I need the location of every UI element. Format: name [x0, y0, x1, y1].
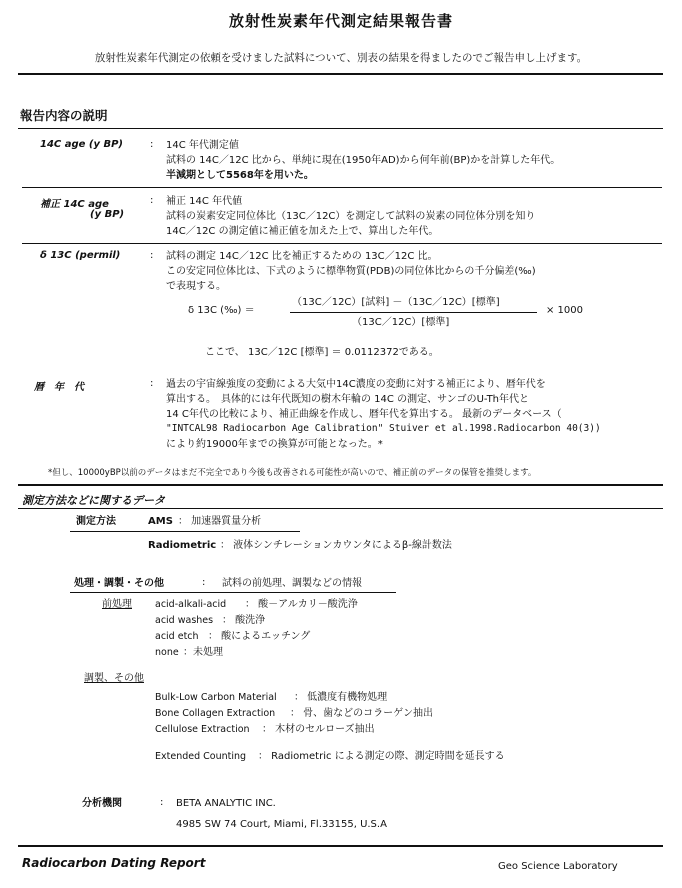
term-corrected-age: 補正 14C age	[40, 199, 109, 210]
footnote: *但し、10000yBP以前のデータはまだ不完全であり今後も改善される可能性が高いので、補正前のデータの保管を推奨します。	[48, 468, 537, 478]
intro-text: 放射性炭素年代測定の依頼を受けました試料について、別表の結果を得ましたのでご報告申し上げます。	[94, 52, 588, 64]
divider	[22, 187, 662, 188]
lab-name: BETA ANALYTIC INC.	[176, 798, 276, 809]
divider	[22, 243, 662, 244]
pretreatment-name: acid-alkali-acid	[155, 599, 227, 610]
section-rule	[18, 484, 663, 486]
section-heading-methods: 測定方法などに関するデータ	[22, 494, 165, 507]
preparation-desc: ： 骨、歯などのコラーゲン抽出	[290, 708, 433, 719]
calendar-age-line: 算出する。 具体的には年代既知の樹木年輪の 14C の測定、サンゴのU-Th年代と	[166, 394, 530, 405]
ams-label: AMS	[148, 516, 173, 527]
c14-age-line: 半減期として5568年を用いた。	[166, 170, 314, 181]
delta13c-line: この安定同位体比は、下式のように標準物質(PDB)の同位体比からの千分偏差(‰)	[166, 266, 536, 277]
calendar-age-line: "INTCAL98 Radiocarbon Age Calibration" Stuiver et al.1998.Radiocarbon 40(3))	[166, 423, 601, 434]
preparation-label: 調製、その他	[84, 673, 144, 684]
preparation-desc: ： 木材のセルローズ抽出	[262, 724, 375, 735]
method-label: 測定方法	[76, 516, 116, 527]
pretreatment-label: 前処理	[102, 599, 132, 610]
pretreatment-desc: ： 酸洗浄	[222, 615, 266, 626]
pretreatment-name: none	[155, 647, 179, 658]
corrected-age-line: 14C／12C の測定値に補正値を加えた上で、算出した年代。	[166, 226, 439, 237]
corrected-age-line: 試料の炭素安定同位体比（13C／12C）を測定して試料の炭素の同位体分別を知り	[166, 211, 536, 222]
treatment-colon: :	[202, 577, 206, 588]
treatment-desc: 試料の前処理、調製などの情報	[222, 578, 362, 589]
standard-note: ここで、 13C／12C [標準] ＝ 0.0112372である。	[205, 347, 439, 358]
lab-label: 分析機関	[82, 798, 122, 809]
section-rule	[18, 508, 663, 509]
pretreatment-desc: ： 酸によるエッチング	[208, 631, 311, 642]
formula-lhs: δ 13C (‰) ＝	[188, 305, 255, 316]
term-colon: :	[150, 378, 154, 389]
lab-colon: :	[160, 797, 164, 808]
report-title: 放射性炭素年代測定結果報告書	[228, 12, 453, 30]
pretreatment-name: acid etch	[155, 631, 199, 642]
term-14c-age: 14C age (y BP)	[40, 139, 123, 150]
preparation-name: Cellulose Extraction	[155, 724, 250, 735]
extended-counting-desc: ： Radiometric による測定の際、測定時間を延長する	[258, 751, 505, 762]
corrected-age-line: 補正 14C 年代値	[166, 196, 243, 207]
footer-org: Geo Science Laboratory	[498, 861, 618, 872]
pretreatment-desc: ： 酸－アルカリ－酸洗浄	[245, 599, 358, 610]
delta13c-line: で表現する。	[166, 281, 226, 292]
term-colon: :	[150, 139, 154, 150]
radiometric-desc: ： 液体シンチレーションカウンタによるβ-線計数法	[220, 540, 452, 551]
fraction-bar	[290, 312, 537, 313]
term-calendar-age: 暦 年 代	[34, 382, 84, 393]
formula-multiplier: × 1000	[546, 305, 584, 316]
lab-address: 4985 SW 74 Court, Miami, Fl.33155, U.S.A	[176, 819, 387, 830]
term-colon: :	[150, 250, 154, 261]
footer-rule	[18, 845, 663, 847]
term-delta13c: δ 13C (permil)	[40, 250, 121, 261]
formula-denominator: （13C／12C）[標準]	[352, 317, 450, 328]
formula-numerator: （13C／12C）[試料] －（13C／12C）[標準]	[292, 297, 500, 308]
section-heading-explanation: 報告内容の説明	[20, 108, 108, 123]
treatment-label: 処理・調製・その他	[74, 578, 164, 589]
c14-age-line: 14C 年代測定値	[166, 140, 239, 151]
extended-counting-name: Extended Counting	[155, 751, 247, 762]
top-rule	[18, 73, 663, 75]
calendar-age-line: 過去の宇宙線強度の変動による大気中14C濃度の変動に対する補正により、暦年代を	[166, 379, 546, 390]
term-colon: :	[150, 195, 154, 206]
calendar-age-line: 14 C年代の比較により、補正曲線を作成し、暦年代を算出する。 最新のデータベース（	[166, 409, 562, 420]
term-corrected-age-unit: (y BP)	[90, 209, 125, 220]
pretreatment-name: acid washes	[155, 615, 214, 626]
delta13c-line: 試料の測定 14C／12C 比を補正するための 13C／12C 比。	[166, 251, 438, 262]
preparation-name: Bone Collagen Extraction	[155, 708, 276, 719]
pretreatment-desc: ：未処理	[183, 647, 223, 658]
preparation-desc: ： 低濃度有機物処理	[294, 692, 388, 703]
underline	[70, 592, 396, 593]
c14-age-line: 試料の 14C／12C 比から、単純に現在(1950年AD)から何年前(BP)かを計算した年代。	[166, 155, 561, 166]
underline	[70, 531, 300, 532]
section-rule	[18, 128, 663, 129]
preparation-name: Bulk-Low Carbon Material	[155, 692, 277, 703]
radiometric-label: Radiometric	[148, 540, 217, 551]
ams-desc: ： 加速器質量分析	[178, 516, 262, 527]
calendar-age-line: により約19000年までの換算が可能となった。*	[166, 439, 383, 450]
footer-title: Radiocarbon Dating Report	[22, 856, 206, 870]
